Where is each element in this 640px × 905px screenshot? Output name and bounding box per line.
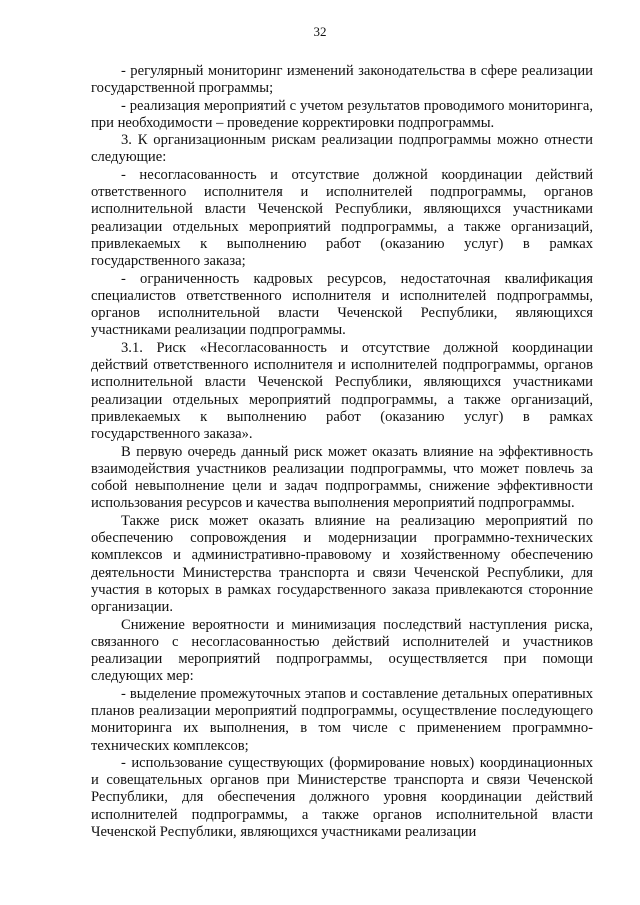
paragraph: - выделение промежуточных этапов и составление детальных оперативных планов реализации мероприятий подпрограммы, осуществление последующего мониторинга их выполнения, в том числе с применением программно-технических комплексов;	[91, 685, 593, 754]
paragraph: Снижение вероятности и минимизация последствий наступления риска, связанного с несогласованностью действий исполнителей и участников реализации мероприятий подпрограммы, осуществляется при помощи следующих мер:	[91, 616, 593, 685]
paragraph: - регулярный мониторинг изменений законодательства в сфере реализации государственной программы;	[91, 63, 593, 97]
page-number: 32	[313, 24, 327, 39]
paragraph: В первую очередь данный риск может оказать влияние на эффективность взаимодействия участников реализации подпрограммы, что может повлечь за собой невыполнение цели и задач подпрограммы, снижение эффективности использования ресурсов и качества выполнения мероприятий подпрограммы.	[91, 443, 593, 512]
paragraph: - несогласованность и отсутствие должной координации действий ответственного исполнителя и исполнителей подпрограммы, органов исполнительной власти Чеченской Республики, являющихся участниками реализации отдельных мероприятий подпрограммы, а также организаций, привлекаемых к выполнению работ (оказанию услуг) в рамках государственного заказа;	[91, 166, 593, 270]
paragraph: - реализация мероприятий с учетом результатов проводимого мониторинга, при необходимости – проведение корректировки подпрограммы.	[91, 97, 593, 131]
paragraph: 3.1. Риск «Несогласованность и отсутствие должной координации действий ответственного исполнителя и исполнителей подпрограммы, органов исполнительной власти Чеченской Республики, являющихся участниками реализации отдельных мероприятий подпрограммы, а также организаций, привлекаемых к выполнению работ (оказанию услуг) в рамках государственного заказа».	[91, 339, 593, 443]
paragraph: - ограниченность кадровых ресурсов, недостаточная квалификация специалистов ответственного исполнителя и исполнителей подпрограммы, органов исполнительной власти Чеченской Республики, являющихся участниками реализации подпрограммы.	[91, 270, 593, 339]
body-text	[91, 63, 593, 841]
paragraph: Также риск может оказать влияние на реализацию мероприятий по обеспечению сопровождения и модернизации программно-технических комплексов и административно-правовому и хозяйственному обеспечению деятельности Министерства транспорта и связи Чеченской Республики, для участия в которых в рамках государственного заказа привлекаются сторонние организации.	[91, 512, 593, 616]
paragraph: 3. К организационным рискам реализации подпрограммы можно отнести следующие:	[91, 132, 593, 166]
paragraph: - использование существующих (формирование новых) координационных и совещательных органов при Министерстве транспорта и связи Чеченской Республики, для обеспечения должного уровня координации действий исполнителей подпрограммы, а также органов исполнительной власти Чеченской Республики, являющихся участниками реализации	[91, 754, 593, 841]
